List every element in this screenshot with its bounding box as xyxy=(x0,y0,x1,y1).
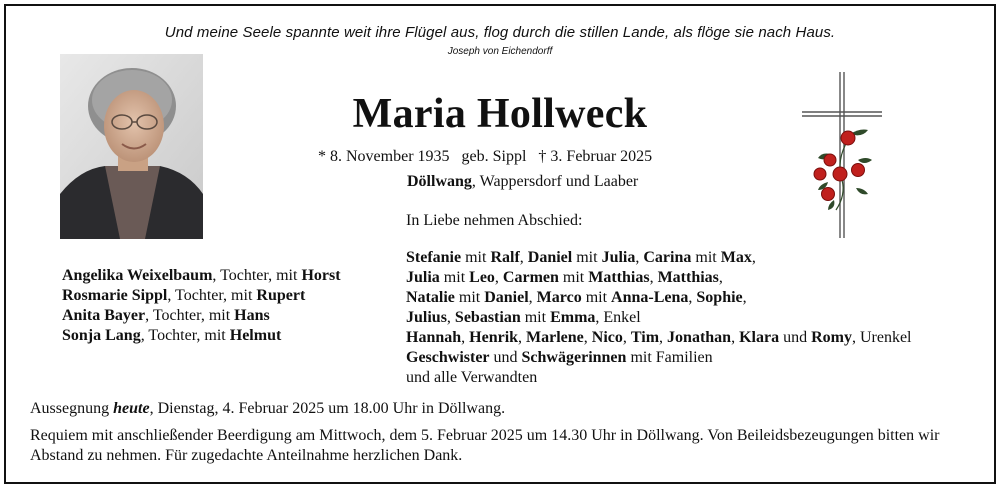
family-member-name: Sophie xyxy=(696,289,743,306)
family-member-name: Matthias xyxy=(588,269,650,286)
family-line xyxy=(406,288,912,308)
family-line-text: , xyxy=(518,329,527,346)
family-member-name: Romy xyxy=(811,329,852,346)
family-line-text: und alle Verwandten xyxy=(406,369,538,386)
family-line-text: , xyxy=(688,289,697,306)
child-partner: Helmut xyxy=(229,327,282,344)
child-entry xyxy=(62,266,341,286)
family-member-name: Julia xyxy=(406,269,440,286)
family-line-text: , xyxy=(494,269,503,286)
family-line-text: mit xyxy=(581,289,612,306)
family-line-text: , xyxy=(718,269,723,286)
death-date: † 3. Februar 2025 xyxy=(538,148,653,165)
child-relation: , Tochter, mit xyxy=(212,267,302,284)
family-line-text: mit Familien xyxy=(626,349,713,366)
family-line-text: und xyxy=(489,349,522,366)
family-line-text: mit xyxy=(439,269,470,286)
family-member-name: Marlene xyxy=(526,329,584,346)
farewell-intro: In Liebe nehmen Abschied: xyxy=(406,212,583,229)
deceased-name-text: Maria Hollweck xyxy=(352,91,648,137)
family-line-text: mit xyxy=(558,269,589,286)
family-line-text: mit xyxy=(572,249,602,266)
family-list xyxy=(406,248,912,388)
family-member-name: Daniel xyxy=(527,249,573,266)
family-line-text: , xyxy=(659,329,668,346)
obituary-notice xyxy=(4,4,996,484)
child-relation: , Tochter, mit xyxy=(167,287,257,304)
family-line-text: mit xyxy=(520,309,551,326)
family-member-name: Anna-Lena xyxy=(611,289,689,306)
child-name: Rosmarie Sippl xyxy=(62,287,168,304)
family-line-text: und xyxy=(779,329,812,346)
family-member-name: Geschwister xyxy=(406,349,490,366)
child-partner: Rupert xyxy=(256,287,306,304)
child-entry xyxy=(62,306,341,326)
child-partner: Hans xyxy=(234,307,270,324)
family-member-name: Klara xyxy=(739,329,780,346)
funeral-service-note xyxy=(30,400,505,418)
requiem-note: Requiem mit anschließender Beerdigung am Mittwoch, dem 5. Februar 2025 um 14.30 Uhr in Döllwang. Von Beileidsbezeugungen bitten wir Abstand zu nehmen. Für zugedachte Anteilnahme herzlichen Dank. xyxy=(30,427,940,464)
service-highlight: heute xyxy=(113,400,150,417)
family-line-text: mit xyxy=(461,249,491,266)
family-line xyxy=(406,328,912,348)
family-member-name: Ralf xyxy=(490,249,520,266)
residence xyxy=(407,173,638,191)
maiden-name: geb. Sippl xyxy=(461,148,527,165)
child-relation: , Tochter, mit xyxy=(145,307,235,324)
family-line-text: , xyxy=(635,249,644,266)
family-line-text: , xyxy=(742,289,747,306)
family-member-name: Tim xyxy=(630,329,660,346)
quote-text: Und meine Seele spannte weit ihre Flügel aus, flog durch die stillen Lande, als flöge sie nach Haus. xyxy=(164,24,836,41)
residence-main: Döllwang xyxy=(407,173,472,190)
family-line-text: mit xyxy=(454,289,485,306)
child-name: Angelika Weixelbaum xyxy=(62,267,213,284)
family-line-text: , Urenkel xyxy=(851,329,912,346)
family-line-text: , xyxy=(446,309,455,326)
birth-date: * 8. November 1935 xyxy=(318,148,450,165)
life-dates xyxy=(318,148,660,166)
family-member-name: Carina xyxy=(643,249,692,266)
child-relation: , Tochter, mit xyxy=(140,327,230,344)
family-member-name: Carmen xyxy=(502,269,559,286)
portrait-photo xyxy=(60,54,203,239)
family-member-name: Natalie xyxy=(406,289,455,306)
family-line-text: , xyxy=(622,329,631,346)
family-member-name: Schwägerinnen xyxy=(521,349,627,366)
child-name: Sonja Lang xyxy=(62,327,141,344)
family-member-name: Stefanie xyxy=(406,249,462,266)
family-member-name: Julius xyxy=(406,309,447,326)
child-entry xyxy=(62,326,341,346)
child-entry xyxy=(62,286,341,306)
family-member-name: Marco xyxy=(536,289,582,306)
service-rest: , Dienstag, 4. Februar 2025 um 18.00 Uhr in Döllwang. xyxy=(149,400,506,417)
family-line xyxy=(406,348,912,368)
family-line-text: , xyxy=(461,329,470,346)
children-list xyxy=(62,266,341,346)
family-member-name: Leo xyxy=(469,269,495,286)
family-line xyxy=(406,368,912,388)
family-member-name: Julia xyxy=(601,249,636,266)
quote-author: Joseph von Eichendorff xyxy=(447,46,553,57)
family-member-name: Henrik xyxy=(469,329,519,346)
family-line xyxy=(406,248,912,268)
family-member-name: Nico xyxy=(591,329,623,346)
family-member-name: Matthias xyxy=(657,269,719,286)
family-line-text: , xyxy=(751,249,756,266)
family-member-name: Max xyxy=(720,249,752,266)
cross-with-roses-icon xyxy=(800,70,884,240)
service-prefix: Aussegnung xyxy=(30,400,114,417)
family-member-name: Hannah xyxy=(406,329,462,346)
residence-rest: , Wappersdorf und Laaber xyxy=(471,173,639,190)
child-name: Anita Bayer xyxy=(62,307,146,324)
family-member-name: Sebastian xyxy=(454,309,521,326)
family-member-name: Emma xyxy=(550,309,596,326)
family-line-text: , xyxy=(731,329,740,346)
family-member-name: Jonathan xyxy=(667,329,732,346)
child-partner: Horst xyxy=(301,267,341,284)
family-line xyxy=(406,308,912,328)
family-line xyxy=(406,268,912,288)
family-line-text: , xyxy=(583,329,592,346)
family-line-text: , xyxy=(649,269,658,286)
family-line-text: mit xyxy=(691,249,721,266)
family-line-text: , xyxy=(519,249,528,266)
family-line-text: , Enkel xyxy=(595,309,641,326)
family-line-text: , xyxy=(528,289,537,306)
family-member-name: Daniel xyxy=(484,289,529,306)
